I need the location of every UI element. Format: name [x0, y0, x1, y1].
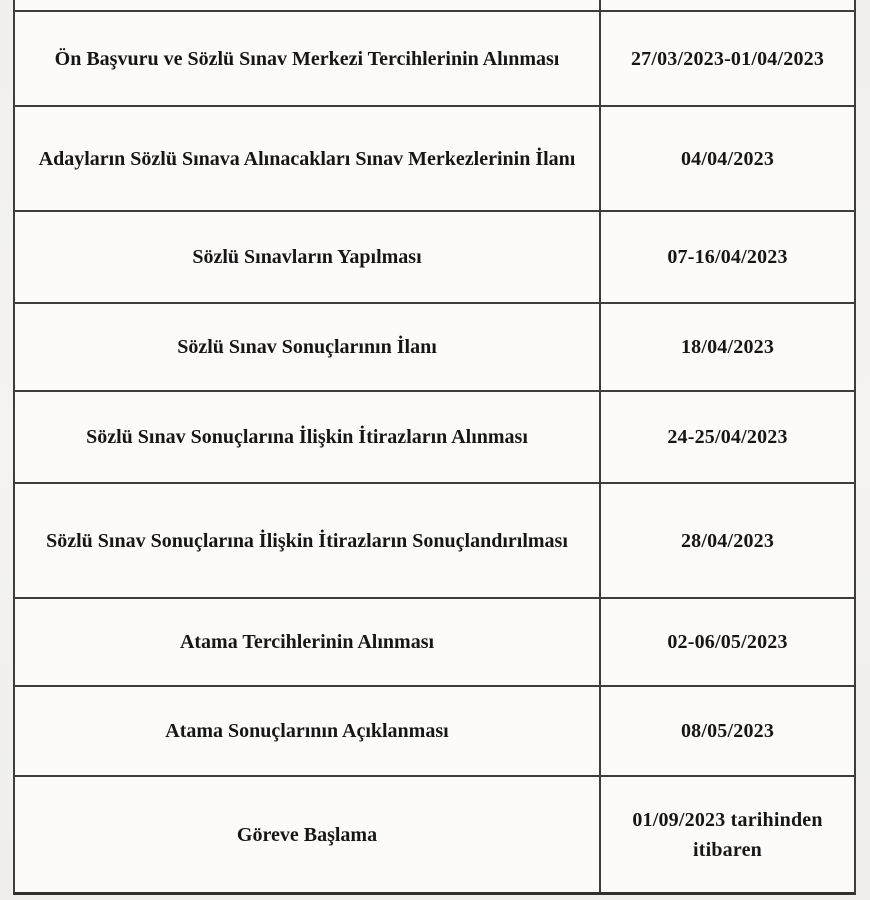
event-cell-cropped [15, 0, 599, 10]
date-cell [599, 107, 854, 210]
table-row [15, 597, 854, 685]
event-label: Sözlü Sınav Sonuçlarının İlanı [177, 336, 437, 358]
date-value: 24-25/04/2023 [667, 426, 788, 448]
date-cell [599, 687, 854, 775]
table-row [15, 390, 854, 482]
date-value: 01/09/2023 tarihinden itibaren [632, 808, 823, 861]
date-value: 18/04/2023 [680, 336, 775, 358]
date-cell [599, 12, 854, 105]
event-cell [15, 599, 599, 685]
event-cell [15, 212, 599, 302]
date-value: 08/05/2023 [680, 720, 775, 742]
event-label: Atama Tercihlerinin Alınması [179, 631, 435, 653]
schedule-table [13, 0, 856, 895]
event-cell [15, 687, 599, 775]
event-cell [15, 107, 599, 210]
event-cell [15, 304, 599, 390]
event-cell [15, 392, 599, 482]
event-label: Sözlü Sınavların Yapılması [192, 246, 422, 268]
event-label: Ön Başvuru ve Sözlü Sınav Merkezi Tercihlerinin Alınması [54, 47, 560, 70]
event-cell [15, 484, 599, 597]
date-cell [599, 599, 854, 685]
date-value: 27/03/2023-01/04/2023 [630, 47, 825, 70]
table-row [15, 775, 854, 892]
event-label: Göreve Başlama [236, 823, 378, 846]
event-label: Sözlü Sınav Sonuçlarına İlişkin İtirazların Sonuçlandırılması [46, 529, 568, 552]
table-row [15, 105, 854, 210]
date-cell [599, 392, 854, 482]
table-row-cropped-top [15, 0, 854, 10]
date-cell-cropped [599, 0, 854, 10]
event-cell [15, 777, 599, 892]
date-cell [599, 212, 854, 302]
table-row [15, 10, 854, 105]
table-row [15, 302, 854, 390]
date-value: 28/04/2023 [680, 529, 775, 552]
date-value: 04/04/2023 [680, 147, 775, 170]
event-cell [15, 12, 599, 105]
event-label: Sözlü Sınav Sonuçlarına İlişkin İtirazların Alınması [86, 426, 528, 448]
date-value: 07-16/04/2023 [667, 246, 788, 268]
table-row [15, 210, 854, 302]
date-value: 02-06/05/2023 [667, 631, 788, 653]
event-label: Adayların Sözlü Sınava Alınacakları Sınav Merkezlerinin İlanı [38, 147, 576, 170]
table-row [15, 685, 854, 775]
date-cell [599, 777, 854, 892]
event-label: Atama Sonuçlarının Açıklanması [165, 720, 449, 742]
table-row [15, 482, 854, 597]
date-cell [599, 304, 854, 390]
date-cell [599, 484, 854, 597]
